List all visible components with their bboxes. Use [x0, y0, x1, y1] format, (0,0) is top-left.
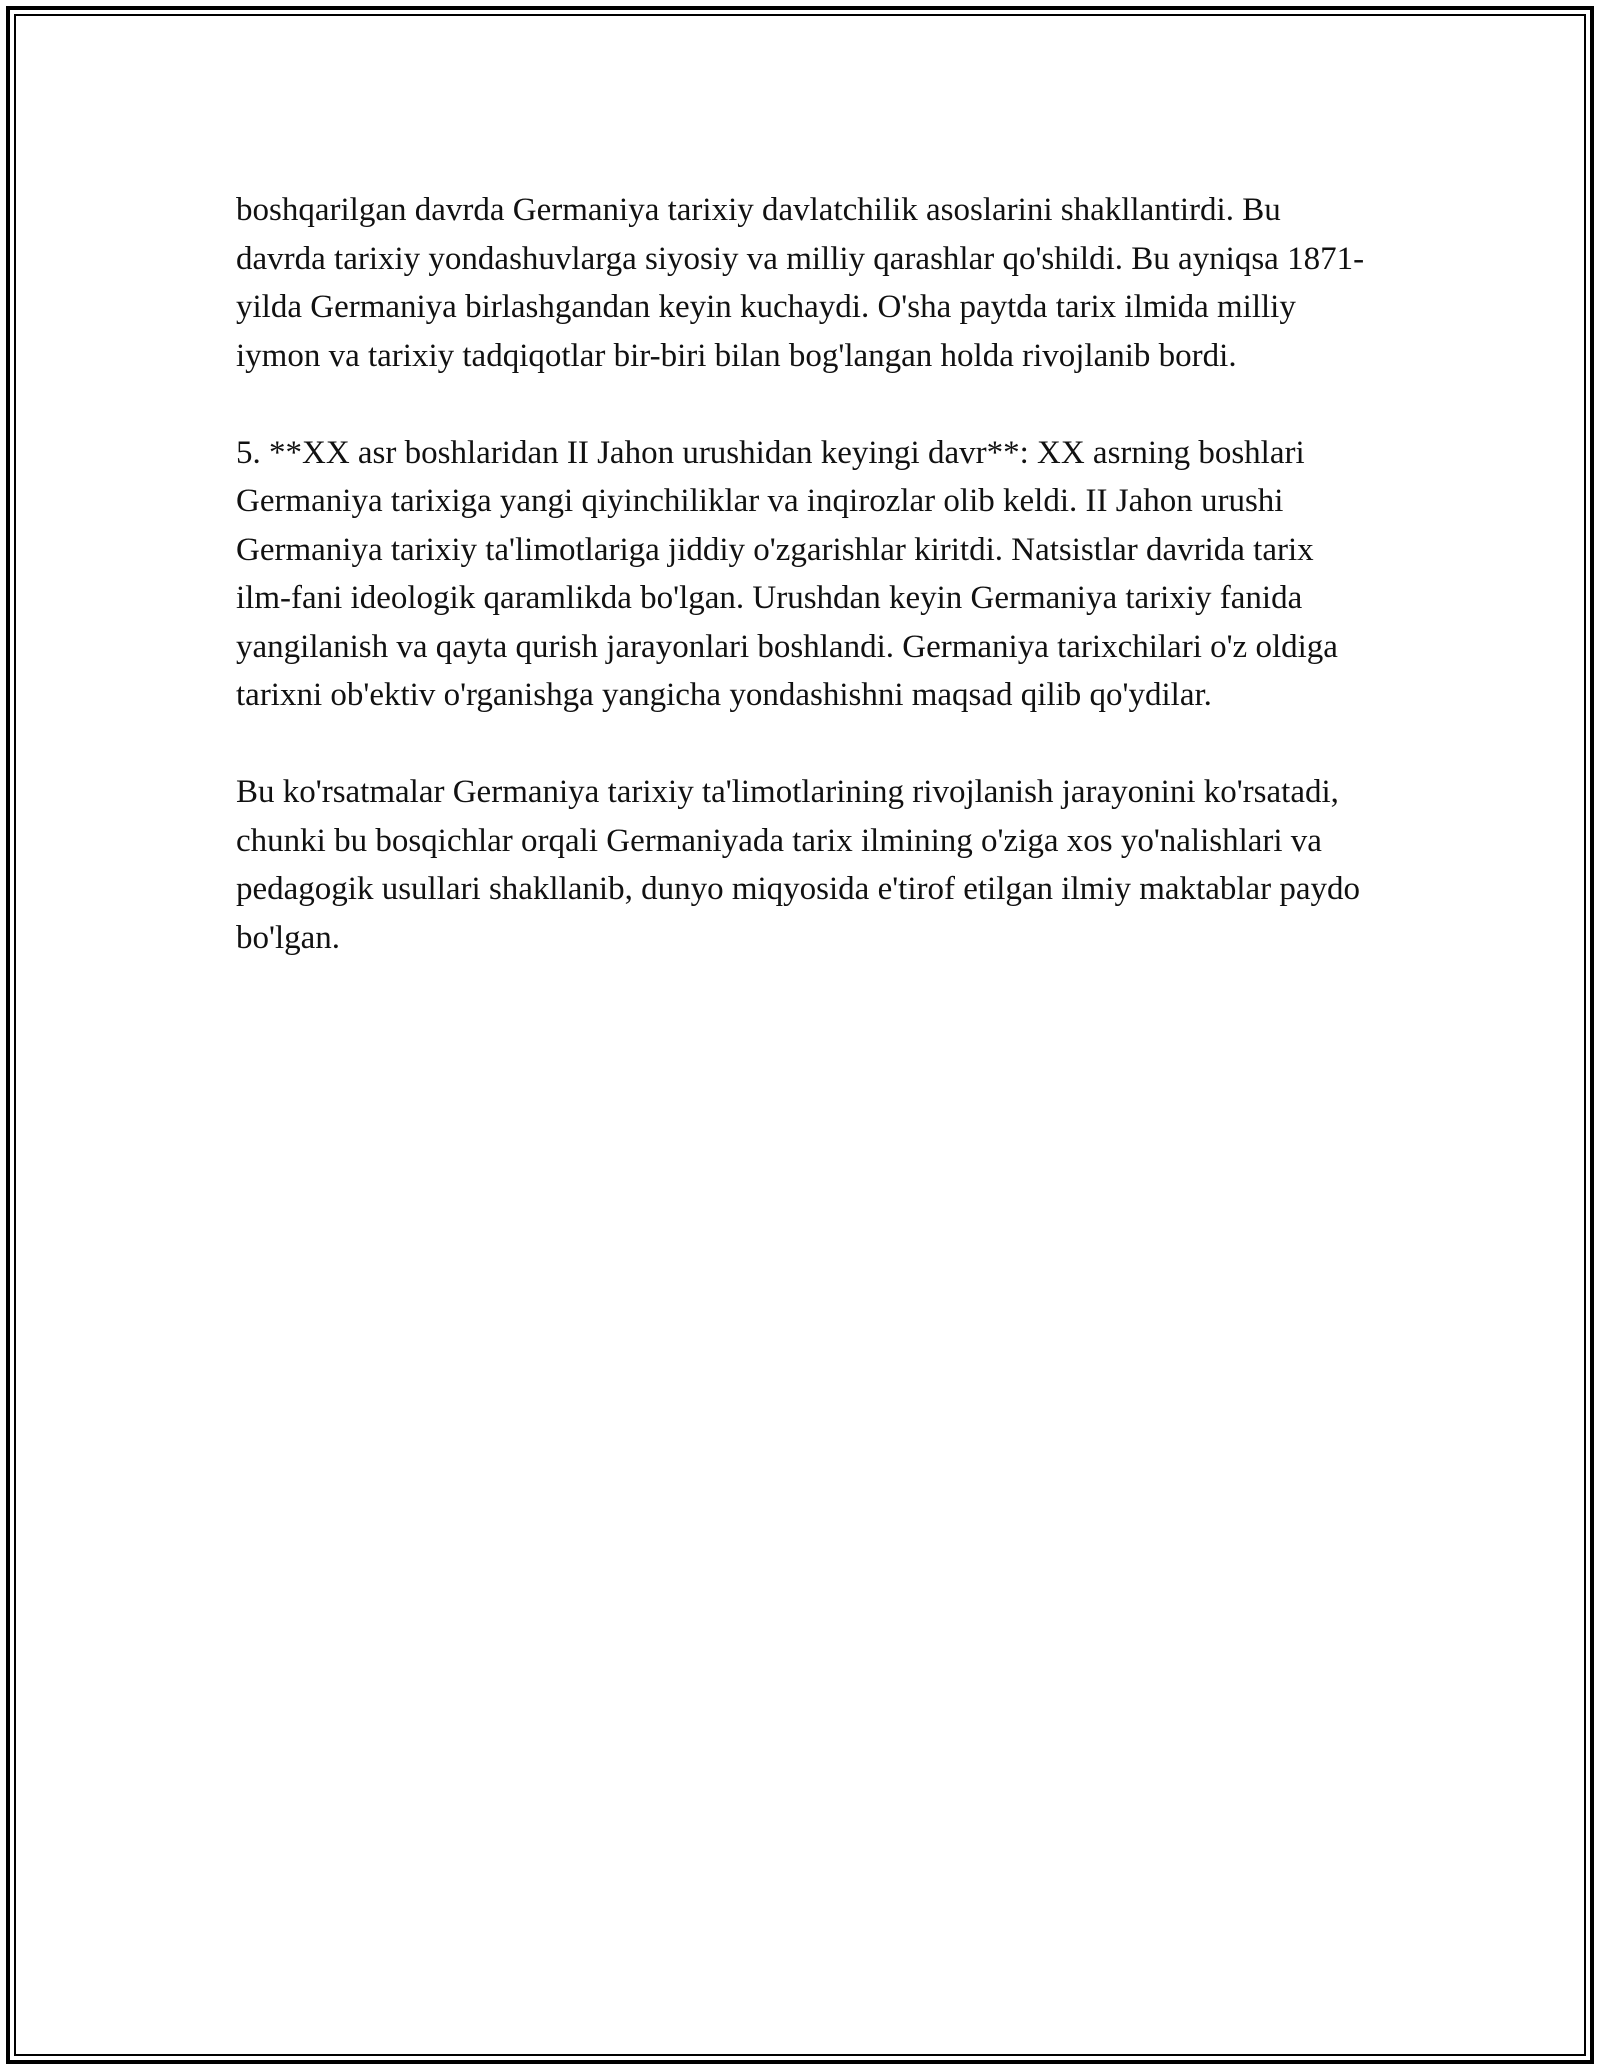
paragraph-conclusion: Bu ko'rsatmalar Germaniya tarixiy ta'limotlarining rivojlanish jarayonini ko'rsatadi, chunki bu bosqichlar orqali Germaniyada tarix ilmining o'ziga xos yo'nalishlari va pedagogik usullari shakllanib, dunyo miqyosida e'tirof etilgan ilmiy maktablar paydo bo'lgan. — [236, 774, 1361, 956]
paragraph-germany-statehood: boshqarilgan davrda Germaniya tarixiy davlatchilik asoslarini shakllantirdi. Bu davrda tarixiy yondashuvlarga siyosiy va milliy qarashlar qo'shildi. Bu ayniqsa 1871-yilda Germaniya birlashgandan keyin kuchaydi. O'sha paytda tarix ilmida milliy iymon va tarixiy tadqiqotlar bir-biri bilan bog'langan holda rivojlanib bordi. — [236, 192, 1365, 374]
document-body — [236, 186, 1366, 962]
paragraph-xx-century: 5. **XX asr boshlaridan II Jahon urushidan keyingi davr**: XX asrning boshlari Germaniya tarixiga yangi qiyinchiliklar va inqirozlar olib keldi. II Jahon urushi Germaniya tarixiy ta'limotlariga jiddiy o'zgarishlar kiritdi. Natsistlar davrida tarix ilm-fani ideologik qaramlikda bo'lgan. Urushdan keyin Germaniya tarixiy fanida yangilanish va qayta qurish jarayonlari boshlandi. Germaniya tarixchilari o'z oldiga tarixni ob'ektiv o'rganishga yangicha yondashishni maqsad qilib qo'ydilar. — [236, 434, 1338, 713]
